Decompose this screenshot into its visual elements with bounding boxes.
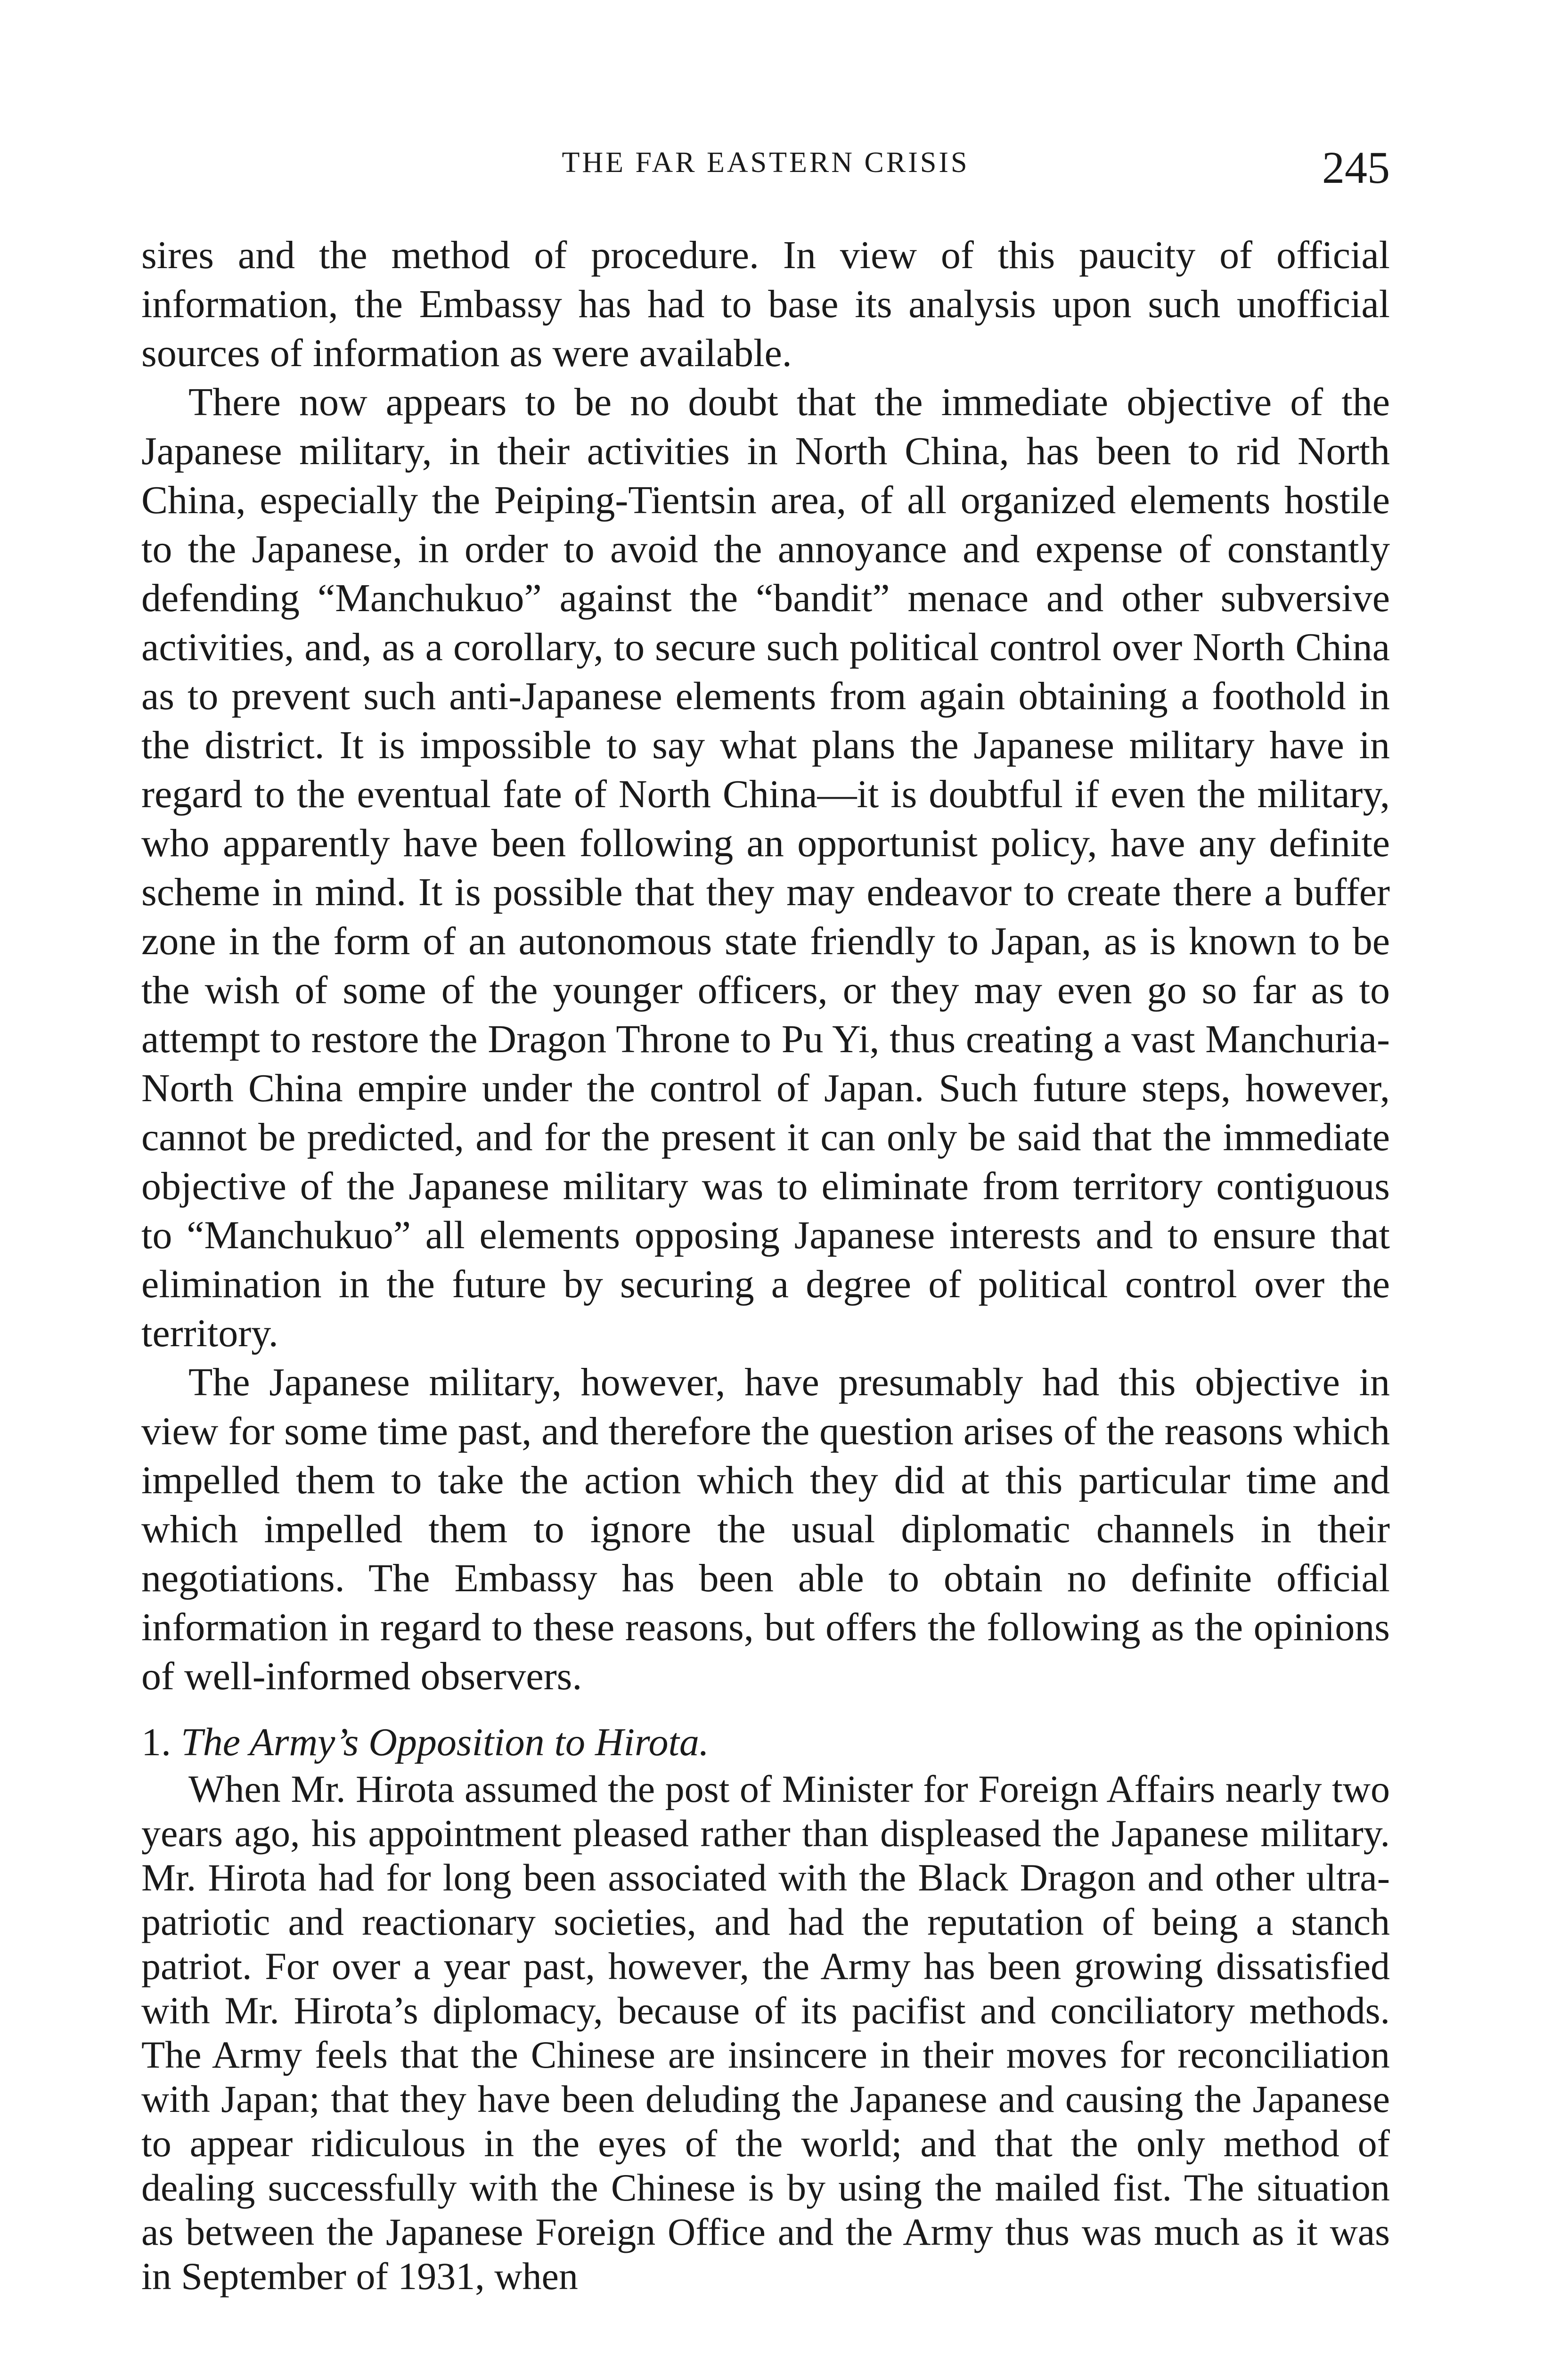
body-text bbox=[141, 231, 1390, 2299]
paragraph: sires and the method of procedure. In view of this paucity of official information, the Embassy has had to base its analysis upon such unofficial sources of information as were available. bbox=[141, 233, 1390, 375]
paragraph: When Mr. Hirota assumed the post of Minister for Foreign Affairs nearly two years ago, his appointment pleased rather than displeased the Japanese military. Mr. Hirota had for long been associated with the Black Dragon and other ultra-patriotic and reactionary societies, and had the reputation of being a stanch patriot. For over a year past, however, the Army has been growing dissatisfied with Mr. Hirota’s diplomacy, because of its pacifist and conciliatory methods. The Army feels that the Chinese are insincere in their moves for reconciliation with Japan; that they have been deluding the Japanese and causing the Japanese to appear ridiculous in the eyes of the world; and that the only method of dealing successfully with the Chinese is by using the mailed fist. The situation as between the Japanese Foreign Office and the Army thus was much as it was in September of 1931, when bbox=[141, 1767, 1390, 2298]
section-title: The Army’s Opposition to Hirota. bbox=[181, 1720, 709, 1764]
paragraph: The Japanese military, however, have presumably had this objective in view for some time past, and therefore the question arises of the reasons which impelled them to take the action which they did at this particular time and which impelled them to ignore the usual diplomatic channels in their negotiations. The Embassy has been able to obtain no definite official information in regard to these reasons, but offers the following as the opinions of well-informed observers. bbox=[141, 1360, 1390, 1698]
paragraph: There now appears to be no doubt that the immediate objective of the Japanese military, in their activities in North China, has been to rid North China, especially the Peiping-Tientsin area, of all organized elements hostile to the Japanese, in order to avoid the annoyance and expense of constantly defending “Manchukuo” against the “bandit” menace and other subversive activities, and, as a corollary, to secure such political control over North China as to prevent such anti-Japanese elements from again obtaining a foothold in the district. It is impossible to say what plans the Japanese military have in regard to the eventual fate of North China—it is doubtful if even the military, who apparently have been following an opportunist policy, have any definite scheme in mind. It is possible that they may endeavor to create there a buffer zone in the form of an autonomous state friendly to Japan, as is known to be the wish of some of the younger officers, or they may even go so far as to attempt to restore the Dragon Throne to Pu Yi, thus creating a vast Manchuria-North China empire under the control of Japan. Such future steps, however, cannot be predicted, and for the present it can only be said that the immediate objective of the Japanese military was to eliminate from territory contiguous to “Manchukuo” all elements opposing Japanese interests and to ensure that elimination in the future by securing a degree of political control over the territory. bbox=[141, 380, 1390, 1355]
section-heading bbox=[141, 1718, 1390, 1767]
page-number: 245 bbox=[1322, 142, 1390, 193]
section-number: 1. bbox=[141, 1720, 171, 1764]
page-header bbox=[141, 141, 1390, 212]
running-title: THE FAR EASTERN CRISIS bbox=[562, 147, 970, 179]
